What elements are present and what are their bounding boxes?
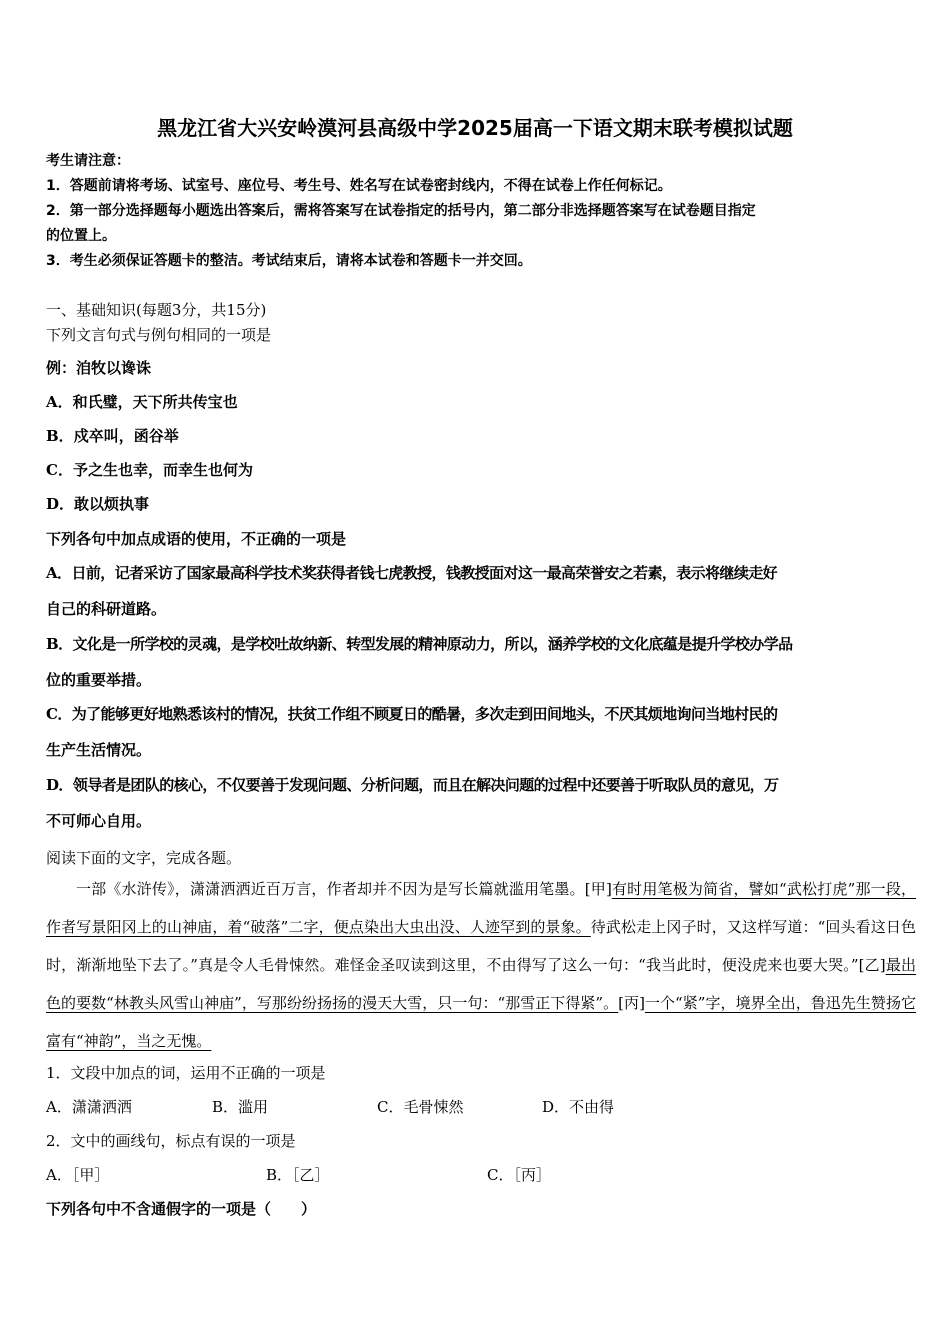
notice-heading: 考生请注意： — [46, 153, 130, 169]
notice-item-3: 3．考生必须保证答题卡的整洁。考试结束后，请将本试卷和答题卡一并交回。 — [46, 253, 532, 269]
sub2-option-b: B．［乙］ — [266, 1166, 330, 1184]
notice-item-2-cont: 的位置上。 — [46, 228, 116, 244]
q2-option-c-cont: 生产生活情况。 — [46, 741, 152, 759]
q2-option-d-cont: 不可师心自用。 — [46, 812, 152, 830]
sub1-option-d: D．不由得 — [542, 1098, 615, 1116]
sub2-stem: 2．文中的画线句，标点有误的一项是 — [46, 1132, 296, 1150]
q2-option-a-cont: 自己的科研道路。 — [46, 600, 167, 618]
notice-item-1: 1．答题前请将考场、试室号、座位号、考生号、姓名写在试卷密封线内，不得在试卷上作任何标记。 — [46, 178, 672, 194]
q2-stem: 下列各句中加点成语的使用，不正确的一项是 — [46, 530, 347, 548]
q1-option-c: C．予之生也幸，而幸生也何为 — [46, 461, 253, 479]
reading-paragraph: 一部《水浒传》，潇潇洒洒近百万言，作者却并不因为是写长篇就滥用笔墨。[甲]有时用笔极为简省，譬如“武松打虎”那一段，作者写景阳冈上的山神庙，着“破落”二字，便点染出大虫出没、人迹罕到的景象。待武松走上冈子时，又这样写道：“回头看这日色时，渐渐地坠下去了。”真是令人毛骨悚然。难怪金圣叹读到这里，不由得写了这么一句：“我当此时，便没虎来也要大哭。”[乙]最出色的要数“林教头风雪山神庙”，写那纷纷扬扬的漫天大雪，只一句：“那雪正下得紧”。[丙]一个“紧”字，境界全出，鲁迅先生赞扬它富有“神韵”，当之无愧。 — [46, 880, 916, 1050]
q2-option-b-cont: 位的重要举措。 — [46, 671, 152, 689]
q2-option-b: B．文化是一所学校的灵魂，是学校吐故纳新、转型发展的精神原动力，所以，涵养学校的文化底蕴是提升学校办学品 — [46, 635, 793, 653]
q1-option-a: A．和氏璧，天下所共传宝也 — [46, 393, 238, 411]
reading-instruction: 阅读下面的文字，完成各题。 — [46, 849, 242, 867]
sub1-option-c: C．毛骨悚然 — [377, 1098, 464, 1116]
page-title: 黑龙江省大兴安岭漠河县高级中学2025届高一下语文期末联考模拟试题 — [157, 116, 793, 140]
underlined-sentence-bing: 一个“紧”字，境界全出，鲁迅先生赞扬它富有“神韵”，当之无愧。 — [46, 994, 916, 1050]
notice-item-2: 2．第一部分选择题每小题选出答案后，需将答案写在试卷指定的括号内，第二部分非选择题答案写在试卷题目指定 — [46, 203, 756, 219]
q2-option-d: D．领导者是团队的核心，不仅要善于发现问题、分析问题，而且在解决问题的过程中还要善于听取队员的意见，万 — [46, 776, 779, 794]
sub1-stem: 1．文段中加点的词，运用不正确的一项是 — [46, 1064, 326, 1082]
q1-example: 例：洎牧以谗诛 — [46, 359, 152, 377]
reading-passage — [46, 870, 916, 1060]
q1-stem: 下列文言句式与例句相同的一项是 — [46, 326, 272, 344]
sub2-option-a: A．［甲］ — [46, 1166, 110, 1184]
underlined-sentence-yi: 最出色的要数“林教头风雪山神庙”，写那纷纷扬扬的漫天大雪，只一句：“那雪正下得紧”。 — [46, 956, 916, 1012]
sub1-option-a: A．潇潇洒洒 — [46, 1098, 132, 1116]
q1-option-b: B．戍卒叫，函谷举 — [46, 427, 179, 445]
section-heading: 一、基础知识(每题3分，共15分) — [46, 301, 267, 319]
q2-option-a: A．日前，记者采访了国家最高科学技术奖获得者钱七虎教授，钱教授面对这一最高荣誉安之若素，表示将继续走好 — [46, 564, 778, 582]
q3-stem: 下列各句中不含通假字的一项是（ ） — [46, 1200, 317, 1218]
sub2-option-c: C．［丙］ — [487, 1166, 551, 1184]
q1-option-d: D．敢以烦执事 — [46, 495, 150, 513]
sub1-option-b: B．滥用 — [212, 1098, 269, 1116]
underlined-sentence-jia: 有时用笔极为简省，譬如“武松打虎”那一段，作者写景阳冈上的山神庙，着“破落”二字，便点染出大虫出没、人迹罕到的景象。 — [46, 880, 916, 936]
q2-option-c: C．为了能够更好地熟悉该村的情况，扶贫工作组不顾夏日的酷暑，多次走到田间地头，不厌其烦地询问当地村民的 — [46, 705, 778, 723]
